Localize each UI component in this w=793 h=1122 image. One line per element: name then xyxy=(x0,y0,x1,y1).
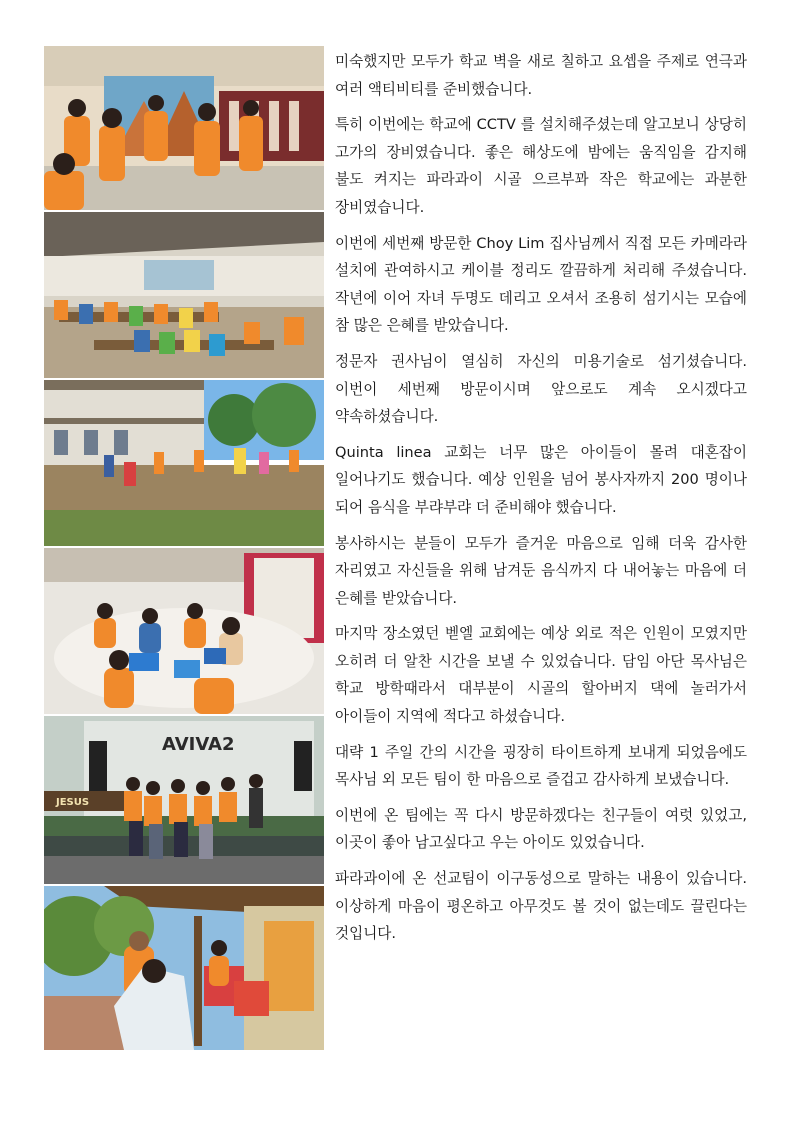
paragraph-4: 정문자 권사님이 열심히 자신의 미용기술로 섬기셨습니다. 이번이 세번째 방문이시며 앞으로도 계속 오시겠다고 약속하셨습니다. xyxy=(335,352,747,426)
paragraph-2: 특히 이번에는 학교에 CCTV 를 설치해주셨는데 알고보니 상당히 고가의 장비였습니다. 좋은 해상도에 밤에는 움직임을 감지해 불도 켜지는 파라과이 시골 으르부꽈 작은 학교에는 과분한 장비였습니다. xyxy=(335,116,747,216)
article-text xyxy=(335,48,747,956)
paragraph-9: 이번에 온 팀에는 꼭 다시 방문하겠다는 친구들이 여럿 있었고, 이곳이 좋아 남고싶다고 우는 아이도 있었습니다. xyxy=(335,806,747,852)
photo-floor-activity xyxy=(44,548,324,714)
paragraph-3: 이번에 세번째 방문한 Choy Lim 집사님께서 직접 모든 카메라라 설치에 관여하시고 케이블 정리도 깔끔하게 처리해 주셨습니다. 작년에 이어 자녀 두명도 데리고 오셔서 조용히 섬기시는 모습에 참 많은 은혜를 받았습니다. xyxy=(335,234,747,335)
photo-column xyxy=(44,46,324,1052)
photo-dance-performance xyxy=(44,46,324,210)
paragraph-5: Quinta linea 교회는 너무 많은 아이들이 몰려 대혼잡이 일어나기도 했습니다. 예상 인원을 넘어 봉사자까지 200 명이나 되어 음식을 부랴부랴 더 준비해야 했습니다. xyxy=(335,443,747,516)
banner-sign-text: JESUS xyxy=(56,797,90,808)
paragraph-7: 마지막 장소였던 벧엘 교회에는 예상 외로 적은 인원이 모였지만 오히려 더 알찬 시간을 보낼 수 있었습니다. 담임 아단 목사님은 학교 방학때라서 대부분이 시골의 할아버지 댁에 놀러가서 아이들이 지역에 적다고 하셨습니다. xyxy=(335,625,747,726)
photo-dining-hall xyxy=(44,212,324,378)
paragraph-10: 파라과이에 온 선교팀이 이구동성으로 말하는 내용이 있습니다. 이상하게 마음이 평온하고 아무것도 볼 것이 없는데도 끌린다는 것입니다. xyxy=(335,870,747,943)
photo-outdoor-yard xyxy=(44,380,324,546)
paragraph-1: 미숙했지만 모두가 학교 벽을 새로 칠하고 요셉을 주제로 연극과 여러 액티비티를 준비했습니다. xyxy=(335,53,747,98)
photo-haircut-service xyxy=(44,886,324,1050)
photo-stage-group xyxy=(44,716,324,884)
paragraph-8: 대략 1 주일 간의 시간을 굉장히 타이트하게 보내게 되었음에도 목사님 외 모든 팀이 한 마음으로 즐겁고 감사하게 보냈습니다. xyxy=(335,743,747,789)
stage-sign-text: AVIVA2 xyxy=(162,734,235,755)
paragraph-6: 봉사하시는 분들이 모두가 즐거운 마음으로 임해 더욱 감사한 자리였고 자신들을 위해 남겨둔 음식까지 다 내어놓는 마음에 더 은혜를 받았습니다. xyxy=(335,534,747,607)
